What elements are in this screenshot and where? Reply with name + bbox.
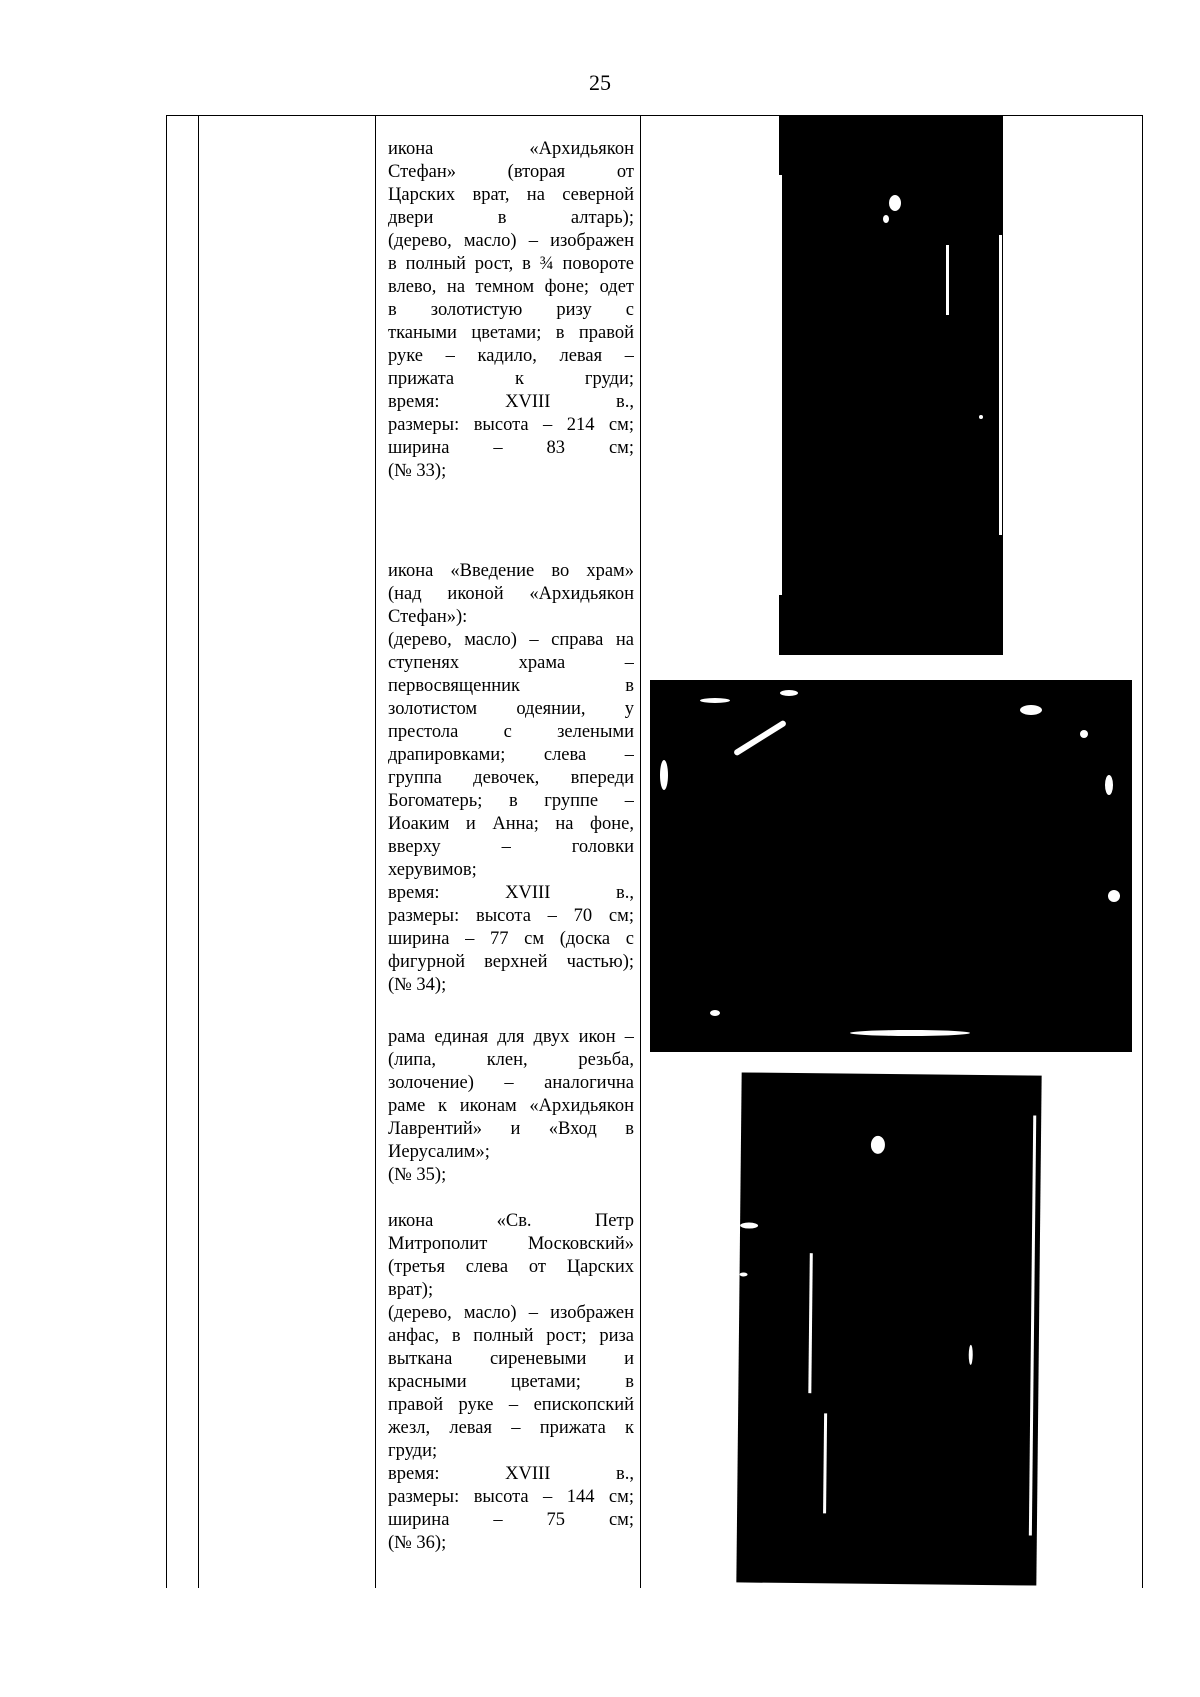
entry-line: ширина – 77 см (доска с — [388, 929, 634, 949]
entry-line: фигурной верхней частью); — [388, 952, 634, 972]
entry-line: (№ 34); — [388, 975, 447, 995]
table-col-line-1 — [166, 115, 167, 1588]
entry-line: врат); — [388, 1280, 434, 1300]
entry-line: (дерево, масло) – справа на — [388, 630, 634, 650]
entry-line: раме к иконам «Архидьякон — [388, 1096, 634, 1116]
table-col-line-4 — [640, 115, 641, 1588]
entry-line: вверху – головки — [388, 837, 634, 857]
entry-line: в золотистую ризу с — [388, 300, 634, 320]
entry-line: (третья слева от Царских — [388, 1257, 634, 1277]
entry-line: Митрополит Московский» — [388, 1234, 634, 1254]
entry-line: Иерусалим»; — [388, 1142, 490, 1162]
entry-line: Стефан»): — [388, 607, 468, 627]
entry-line: размеры: высота – 70 см; — [388, 906, 634, 926]
entry-line: влево, на темном фоне; одет — [388, 277, 634, 297]
table-col-line-5 — [1142, 115, 1143, 1588]
entry-line: (дерево, масло) – изображен — [388, 1303, 634, 1323]
entry-line: в полный рост, в ¾ повороте — [388, 254, 634, 274]
entry-line: Богоматерь; в группе – — [388, 791, 634, 811]
entry-line: золочение) – аналогична — [388, 1073, 634, 1093]
entry-icon-presentation-temple — [388, 560, 634, 997]
entry-line: время: XVIII в., — [388, 883, 634, 903]
entry-line: красными цветами; в — [388, 1372, 634, 1392]
photo-icon-st-peter-metropolitan — [736, 1072, 1041, 1585]
entry-line: Иоаким и Анна; на фоне, — [388, 814, 634, 834]
entry-line: драпировками; слева – — [388, 745, 634, 765]
entry-line: выткана сиреневыми и — [388, 1349, 634, 1369]
entry-line: груди; — [388, 1441, 438, 1461]
entry-line: ширина – 83 см; — [388, 438, 634, 458]
photo-icon-archdeacon-stephen — [779, 115, 1003, 655]
entry-line: правой руке – епископский — [388, 1395, 634, 1415]
page-number: 25 — [589, 70, 611, 95]
entry-line: группа девочек, впереди — [388, 768, 634, 788]
entry-line: икона «Св. Петр — [388, 1211, 634, 1231]
entry-line: прижата к груди; — [388, 369, 634, 389]
entry-line: Лаврентий» и «Вход в — [388, 1119, 634, 1139]
photo-icon-presentation-temple — [650, 680, 1132, 1052]
entry-line: Царских врат, на северной — [388, 185, 634, 205]
entry-line: херувимов; — [388, 860, 477, 880]
entry-line: руке – кадило, левая – — [388, 346, 634, 366]
entry-line: ступенях храма – — [388, 653, 634, 673]
entry-line: (№ 35); — [388, 1165, 447, 1185]
entry-line: время: XVIII в., — [388, 1464, 634, 1484]
entry-line: (№ 36); — [388, 1533, 447, 1553]
table-col-line-2 — [198, 115, 199, 1588]
entry-line: размеры: высота – 214 см; — [388, 415, 634, 435]
entry-line: Стефан» (вторая от — [388, 162, 634, 182]
entry-line: двери в алтарь); — [388, 208, 634, 228]
entry-line: икона «Архидьякон — [388, 139, 634, 159]
entry-line: жезл, левая – прижата к — [388, 1418, 634, 1438]
entry-icon-archdeacon-stephen — [388, 138, 634, 483]
entry-line: (липа, клен, резьба, — [388, 1050, 634, 1070]
entry-line: золотистом одеянии, у — [388, 699, 634, 719]
entry-line: первосвященник в — [388, 676, 634, 696]
entry-line: рама единая для двух икон – — [388, 1027, 634, 1047]
entry-line: (дерево, масло) – изображен — [388, 231, 634, 251]
entry-line: (№ 33); — [388, 461, 447, 481]
entry-line: икона «Введение во храм» — [388, 561, 634, 581]
entry-line: (над иконой «Архидьякон — [388, 584, 634, 604]
entry-line: анфас, в полный рост; риза — [388, 1326, 634, 1346]
entry-line: ткаными цветами; в правой — [388, 323, 634, 343]
entry-line: размеры: высота – 144 см; — [388, 1487, 634, 1507]
entry-line: престола с зелеными — [388, 722, 634, 742]
entry-line: время: XVIII в., — [388, 392, 634, 412]
table-col-line-3 — [375, 115, 376, 1588]
entry-frame-two-icons — [388, 1026, 634, 1187]
entry-line: ширина – 75 см; — [388, 1510, 634, 1530]
entry-icon-st-peter-metropolitan — [388, 1210, 634, 1555]
